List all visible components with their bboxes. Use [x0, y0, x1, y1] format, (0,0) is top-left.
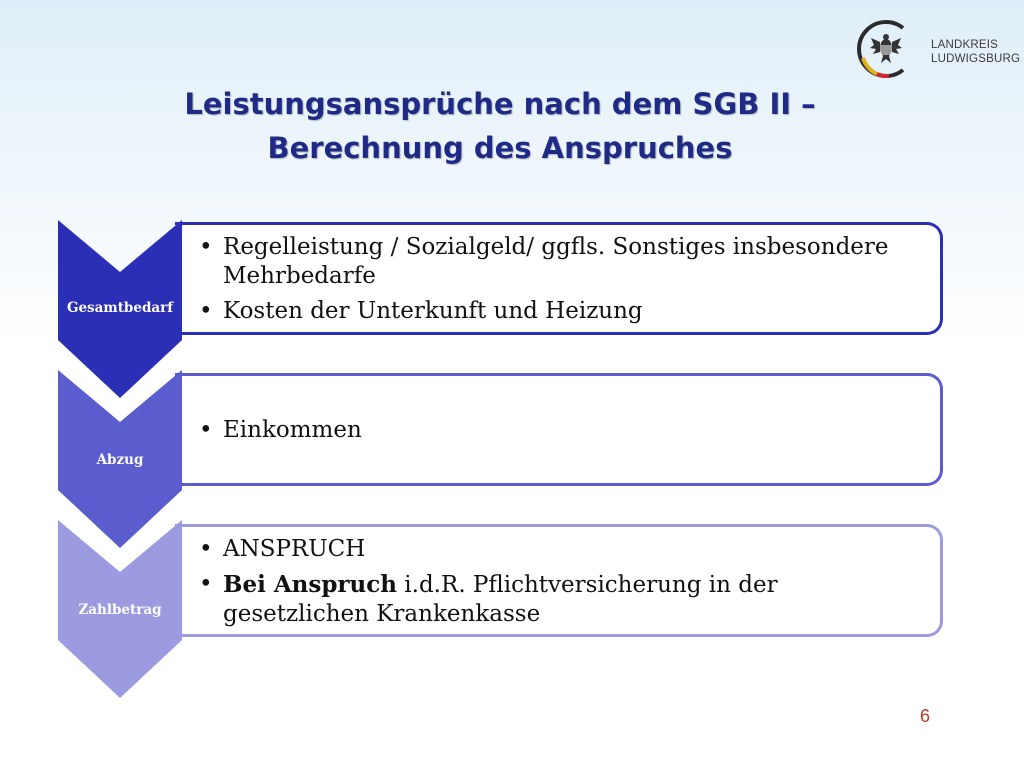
list-item: • Regelleistung / Sozialgeld/ ggfls. Sonstiges insbesondere Mehrbedarfe [199, 233, 920, 291]
step-abzug-box [175, 373, 943, 486]
item-text: i.d.R. Pflichtversicherung in der gesetzlichen Krankenkasse [223, 572, 778, 627]
list-item [199, 570, 920, 629]
step-zahlbetrag-box [175, 524, 943, 637]
step-zahlbetrag-chevron [58, 520, 182, 698]
list-item: • ANSPRUCH [199, 535, 920, 564]
step-label-zahlbetrag: Zahlbetrag [78, 602, 162, 618]
step-zahlbetrag-list [199, 535, 920, 629]
step-label-gesamtbedarf: Gesamtbedarf [66, 300, 174, 316]
logo-line-2: LUDWIGSBURG [931, 53, 1021, 65]
emphasis-text: Bei Anspruch [223, 571, 397, 598]
title-line-2: Berechnung des Anspruches [267, 131, 733, 165]
step-gesamtbedarf-box [175, 222, 943, 335]
step-label-abzug: Abzug [96, 452, 144, 468]
page-number: 6 [920, 706, 931, 726]
title-line-1: Leistungsansprüche nach dem SGB II – [184, 87, 816, 121]
step-gesamtbedarf-list [199, 233, 920, 326]
logo-line-1: LANDKREIS [931, 39, 998, 51]
list-item: • Einkommen [199, 416, 920, 445]
list-item: • Kosten der Unterkunft und Heizung [199, 297, 920, 326]
step-abzug-list [199, 416, 920, 445]
